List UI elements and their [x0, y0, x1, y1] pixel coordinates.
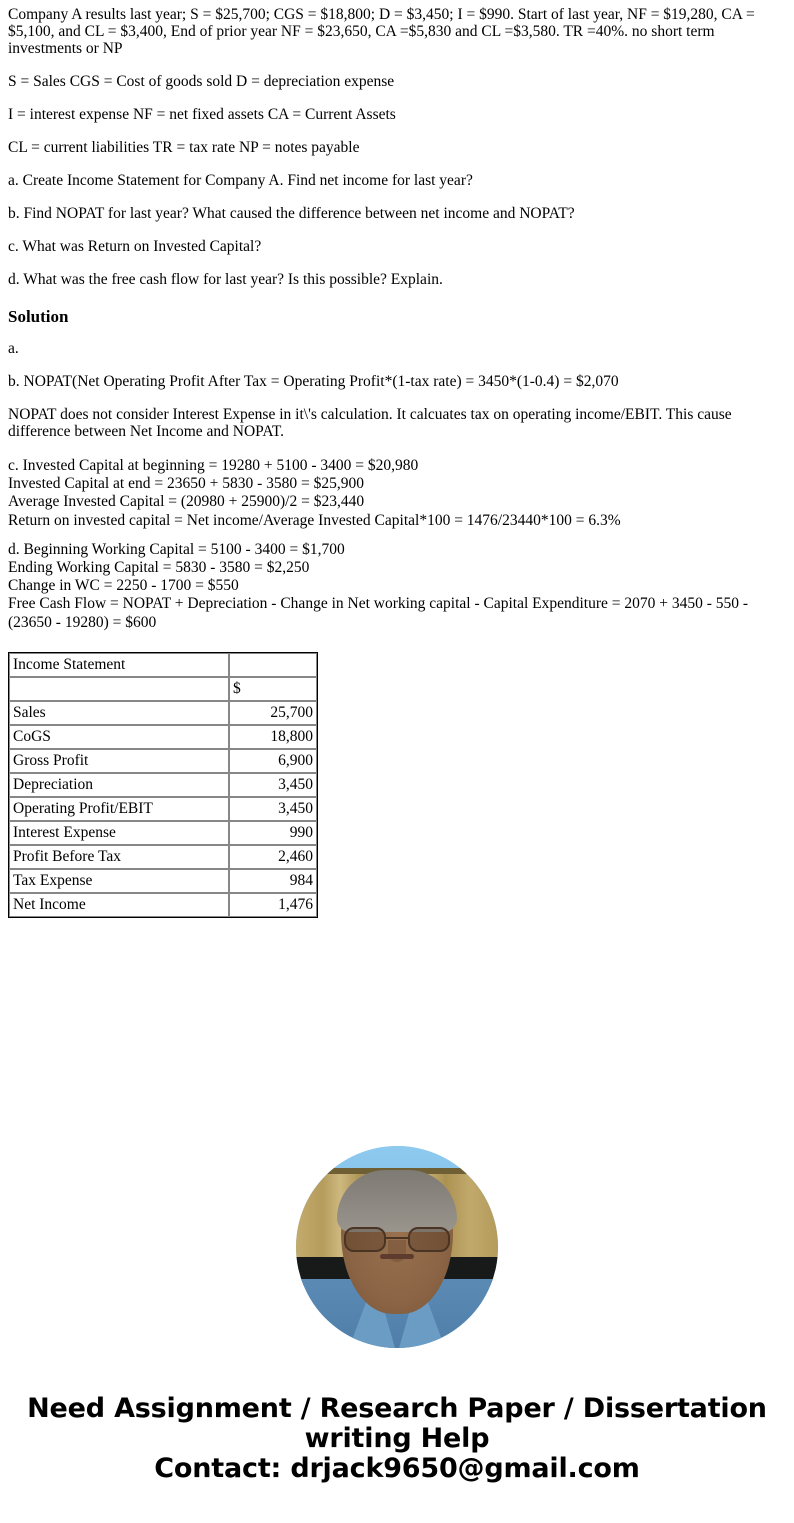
income-statement-title-cell: Income Statement — [9, 653, 229, 677]
definition-line-3: CL = current liabilities TR = tax rate NP = notes payable — [8, 139, 360, 156]
row-label-operating-profit-ebit: Operating Profit/EBIT — [9, 797, 229, 821]
solution-part-d-line-4: Free Cash Flow = NOPAT + Depreciation - Change in Net working capital - Capital Expenditure = 2070 + 3450 - 550 - (23650 - 19280) = $600 — [8, 595, 749, 631]
table-row — [9, 749, 317, 773]
table-row-currency-header — [9, 677, 317, 701]
avatar-lens-left — [344, 1227, 386, 1252]
row-value-tax-expense: 984 — [229, 869, 317, 893]
solution-part-c — [0, 446, 794, 530]
income-statement-table-wrap — [0, 632, 794, 918]
table-row — [9, 725, 317, 749]
question-c: c. What was Return on Invested Capital? — [8, 238, 262, 255]
table-row — [9, 845, 317, 869]
question-a: a. Create Income Statement for Company A. Find net income for last year? — [8, 172, 473, 189]
avatar-mouth — [380, 1254, 414, 1259]
row-label-profit-before-tax: Profit Before Tax — [9, 845, 229, 869]
row-value-net-income: 1,476 — [229, 893, 317, 917]
solution-part-c-line-4: Return on invested capital = Net income/Average Invested Capital*100 = 1476/23440*100 = 6.3% — [8, 511, 621, 529]
row-value-profit-before-tax: 2,460 — [229, 845, 317, 869]
table-row — [9, 773, 317, 797]
row-label-depreciation: Depreciation — [9, 773, 229, 797]
row-label-net-income: Net Income — [9, 893, 229, 917]
table-row — [9, 893, 317, 917]
promo-footer-line-3: Contact: drjack9650@gmail.com — [154, 1452, 640, 1484]
solution-part-d-line-3: Change in WC = 2250 - 1700 = $550 — [8, 577, 239, 595]
row-value-interest-expense: 990 — [229, 821, 317, 845]
solution-part-c-line-3: Average Invested Capital = (20980 + 25900)/2 = $23,440 — [8, 493, 365, 511]
definition-line-2: I = interest expense NF = net fixed assets CA = Current Assets — [8, 106, 396, 123]
avatar-lens-right — [408, 1227, 450, 1252]
income-statement-table — [8, 652, 318, 918]
row-value-gross-profit: 6,900 — [229, 749, 317, 773]
currency-header-cell: $ — [229, 677, 317, 701]
row-value-depreciation: 3,450 — [229, 773, 317, 797]
solution-part-b-formula: b. NOPAT(Net Operating Profit After Tax = Operating Profit*(1-tax rate) = 3450*(1-0.4) = $2,070 — [8, 373, 619, 390]
solution-heading: Solution — [8, 307, 69, 326]
glasses-icon — [344, 1227, 450, 1253]
solution-part-b-explanation: NOPAT does not consider Interest Expense in it\'s calculation. It calcuates tax on operating income/EBIT. This cause difference between Net Income and NOPAT. — [8, 406, 732, 440]
row-value-sales: 25,700 — [229, 701, 317, 725]
table-row — [9, 869, 317, 893]
solution-part-d — [0, 530, 794, 632]
table-row — [9, 797, 317, 821]
problem-statement: Company A results last year; S = $25,700; CGS = $18,800; D = $3,450; I = $990. Start of last year, NF = $19,280, CA = $5,100, and CL = $3,400, End of prior year NF = $23,650, CA =$5,830 and CL =$3,580. TR =40%. no short term investments or NP — [8, 6, 755, 57]
row-label-gross-profit: Gross Profit — [9, 749, 229, 773]
row-label-tax-expense: Tax Expense — [9, 869, 229, 893]
table-row — [9, 701, 317, 725]
currency-header-label-cell — [9, 677, 229, 701]
row-label-cogs: CoGS — [9, 725, 229, 749]
income-statement-title-empty-cell — [229, 653, 317, 677]
solution-part-d-line-2: Ending Working Capital = 5830 - 3580 = $2,250 — [8, 559, 310, 577]
avatar — [296, 1146, 498, 1348]
promo-footer-line-1: Need Assignment / Research Paper / Dissertation — [27, 1392, 767, 1424]
promo-footer-line-2: writing Help — [304, 1422, 490, 1454]
solution-part-c-line-2: Invested Capital at end = 23650 + 5830 - 3580 = $25,900 — [8, 475, 364, 493]
solution-part-c-line-1: c. Invested Capital at beginning = 19280 + 5100 - 3400 = $20,980 — [8, 457, 419, 474]
definition-line-1: S = Sales CGS = Cost of goods sold D = depreciation expense — [8, 73, 395, 90]
avatar-glasses-bridge — [386, 1237, 408, 1240]
row-value-cogs: 18,800 — [229, 725, 317, 749]
question-d: d. What was the free cash flow for last year? Is this possible? Explain. — [8, 271, 443, 288]
row-label-sales: Sales — [9, 701, 229, 725]
promo-footer — [0, 1394, 794, 1504]
solution-part-d-line-1: d. Beginning Working Capital = 5100 - 3400 = $1,700 — [8, 540, 345, 558]
question-b: b. Find NOPAT for last year? What caused the difference between net income and NOPAT? — [8, 205, 575, 222]
table-row-title — [9, 653, 317, 677]
solution-part-a-label: a. — [8, 340, 19, 357]
row-value-operating-profit-ebit: 3,450 — [229, 797, 317, 821]
row-label-interest-expense: Interest Expense — [9, 821, 229, 845]
avatar-container — [0, 1146, 794, 1348]
table-row — [9, 821, 317, 845]
